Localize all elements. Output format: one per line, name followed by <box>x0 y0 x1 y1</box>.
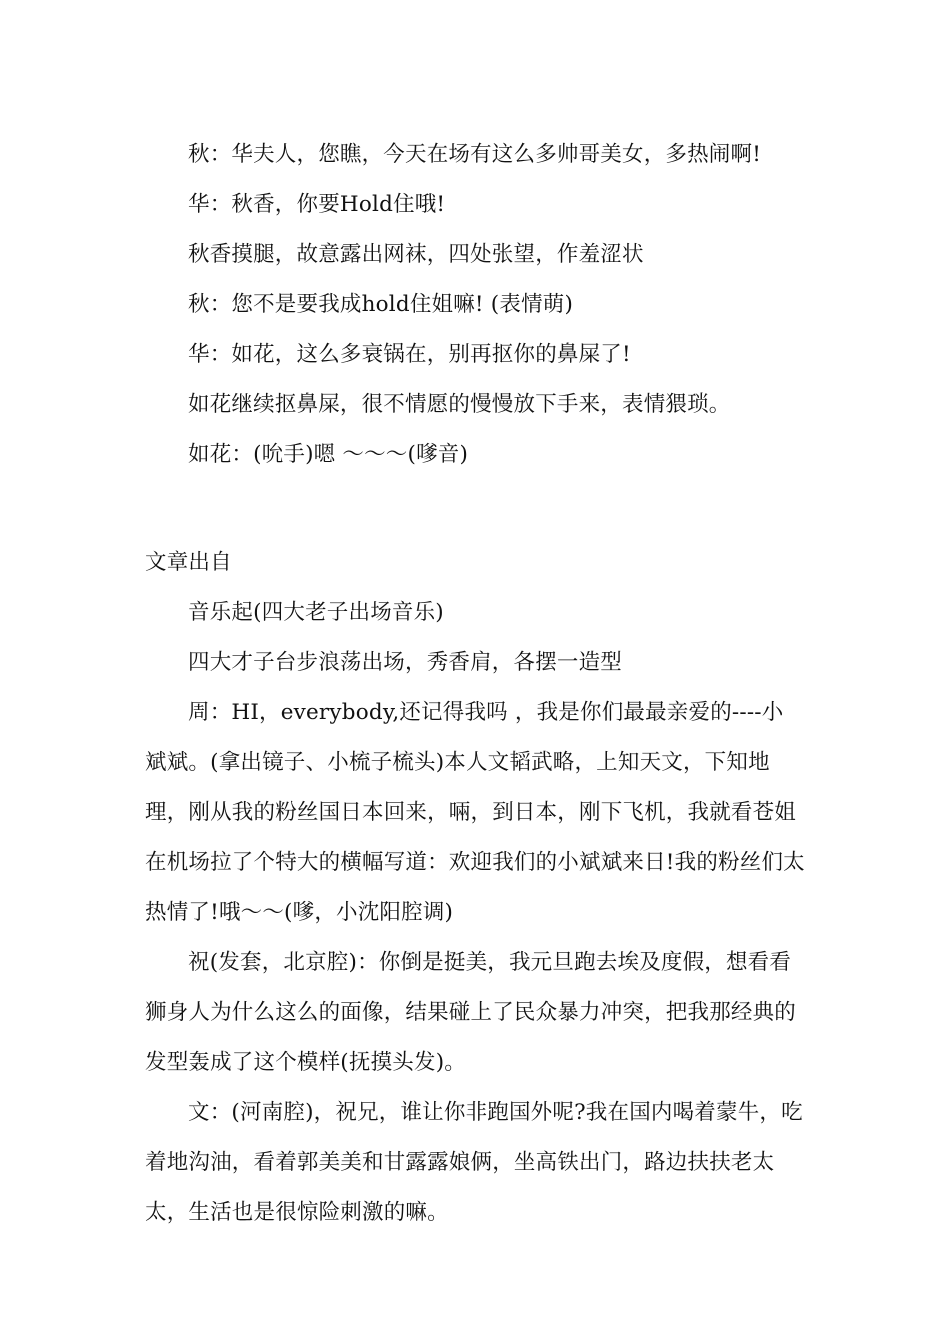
dialogue-paragraph: 祝(发套，北京腔)：你倒是挺美，我元旦跑去埃及度假，想看看狮身人为什么这么的面像，结果碰上了民众暴力冲突，把我那经典的发型轰成了这个模样(抚摸头发)。 <box>145 950 797 1075</box>
dialogue-line: 秋：华夫人，您瞧，今天在场有这么多帅哥美女，多热闹啊! <box>188 142 762 167</box>
dialogue-paragraph: 文：(河南腔)，祝兄，谁让你非跑国外呢?我在国内喝着蒙牛，吃着地沟油，看着郭美美和甘露露娘俩，坐高铁出门，路边扶扶老太太，生活也是很惊险刺激的嘛。 <box>145 1100 803 1225</box>
spacer <box>145 530 805 538</box>
dialogue-line: 华：秋香，你要Hold住哦! <box>188 192 446 217</box>
stage-direction: 秋香摸腿，故意露出网袜，四处张望，作羞涩状 <box>188 242 644 267</box>
dialogue-line: 华：如花，这么多衰锅在，别再抠你的鼻屎了! <box>188 342 631 367</box>
document-body <box>145 130 805 1238</box>
blank-line <box>145 480 805 530</box>
stage-direction: 如花继续抠鼻屎，很不情愿的慢慢放下手来，表情猥琐。 <box>188 392 731 417</box>
dialogue-paragraph: 周：HI，everybody,还记得我吗 ，我是你们最最亲爱的----小斌斌。(拿出镜子、小梳子梳头)本人文韬武略，上知天文，下知地理，刚从我的粉丝国日本回来，啢，到日本，刚下飞机，我就看苍姐在机场拉了个特大的横幅写道：欢迎我们的小斌斌来日!我的粉丝们太热情了!哦～～(嗲，小沈阳腔调) <box>145 700 805 925</box>
source-label: 文章出自 <box>145 550 232 575</box>
dialogue-line: 如花：(吮手)嗯 ～～～(嗲音) <box>188 442 469 467</box>
dialogue-line: 秋：您不是要我成hold住姐嘛! (表情萌) <box>188 292 574 317</box>
stage-direction: 音乐起(四大老子出场音乐) <box>188 600 444 625</box>
stage-direction: 四大才子台步浪荡出场，秀香肩，各摆一造型 <box>188 650 623 675</box>
